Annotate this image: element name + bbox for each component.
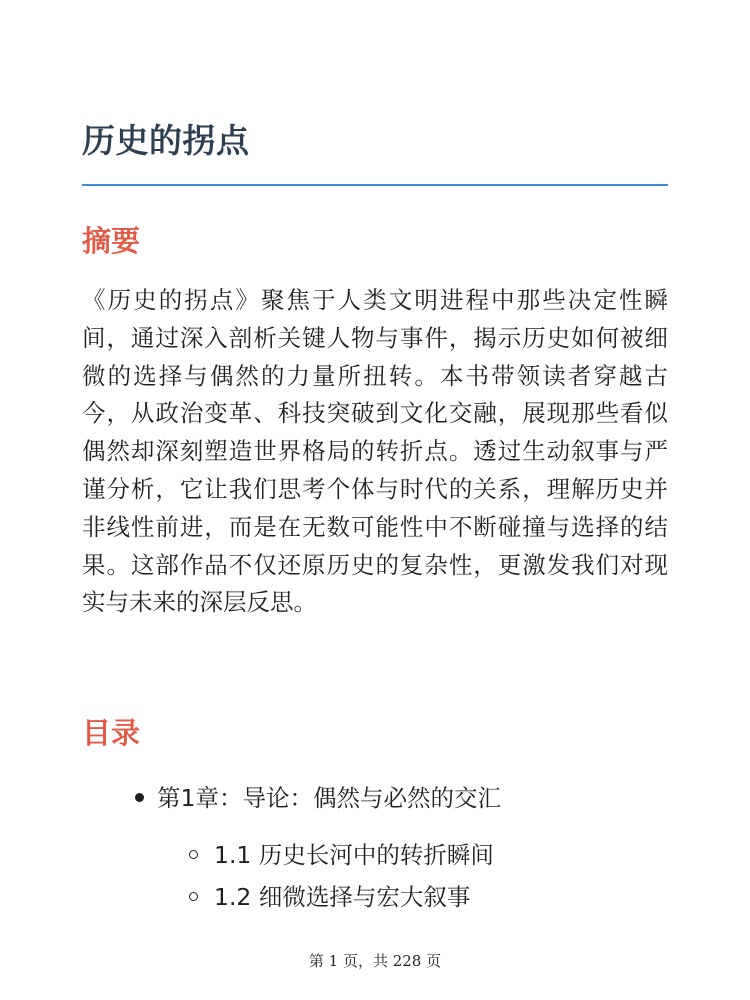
toc-section-label: 1.2 细微选择与宏大叙事 <box>214 883 471 911</box>
bullet-circle-icon <box>189 850 198 859</box>
document-page <box>82 0 668 1000</box>
toc-section-label: 1.1 历史长河中的转折瞬间 <box>214 841 494 869</box>
document-title: 历史的拐点 <box>82 121 250 160</box>
title-divider <box>82 184 668 186</box>
abstract-text: 《历史的拐点》聚焦于人类文明进程中那些决定性瞬间，通过深入剖析关键人物与事件，揭示历史如何被细微的选择与偶然的力量所扭转。本书带领读者穿越古今，从政治变革、科技突破到文化交融，展现那些看似偶然却深刻塑造世界格局的转折点。透过生动叙事与严谨分析，它让我们思考个体与时代的关系，理解历史并非线性前进，而是在无数可能性中不断碰撞与选择的结果。这部作品不仅还原历史的复杂性，更激发我们对现实与未来的深层反思。 <box>82 286 668 617</box>
toc-heading: 目录 <box>82 716 141 750</box>
toc-section-1-2[interactable] <box>189 880 470 914</box>
abstract-heading: 摘要 <box>82 224 141 258</box>
bullet-disc-icon <box>135 793 144 802</box>
bullet-circle-icon <box>189 892 198 901</box>
page-footer: 第 1 页，共 228 页 <box>308 952 442 970</box>
toc-section-1-1[interactable] <box>189 838 494 872</box>
toc-chapter-label: 第1章：导论：偶然与必然的交汇 <box>157 784 501 812</box>
toc-chapter-1[interactable] <box>135 781 501 815</box>
